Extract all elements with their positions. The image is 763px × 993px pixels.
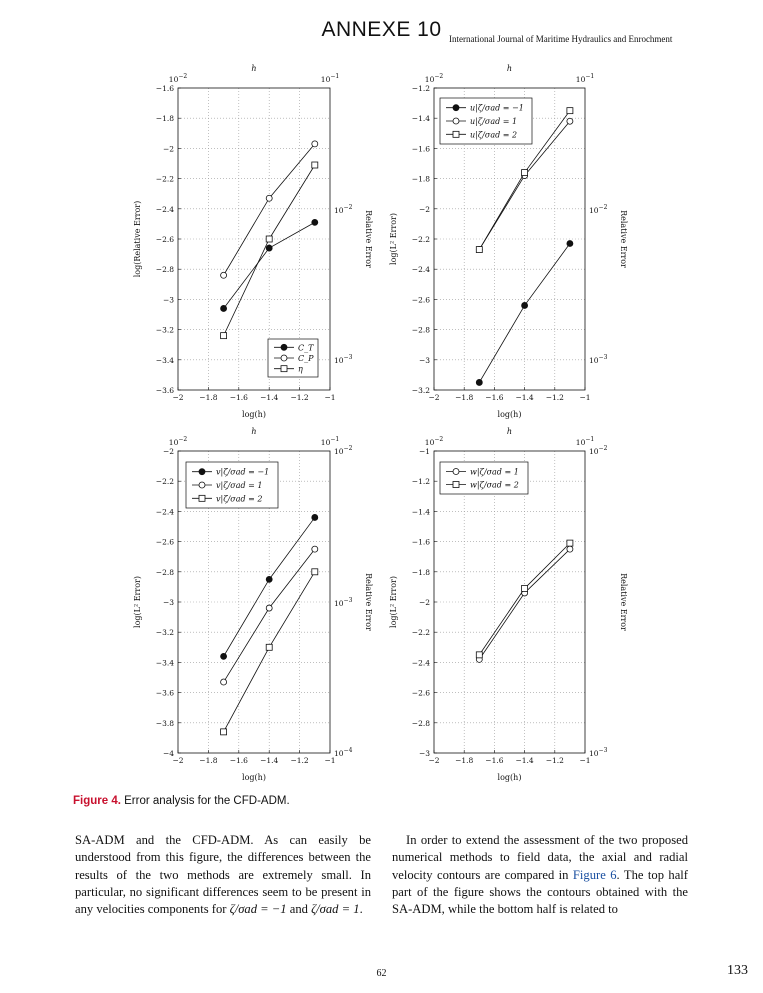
y-tick-label: −2.2 <box>411 235 430 244</box>
series-line <box>224 549 315 682</box>
top-axis-label: h <box>251 427 257 436</box>
top-tick-label: $10^{-2}$ <box>424 73 444 84</box>
data-point <box>567 540 573 546</box>
y-tick-label: −2.2 <box>411 628 430 638</box>
y-tick-label: −3.4 <box>155 355 174 365</box>
left-and: and <box>286 902 312 917</box>
top-tick-label: $10^{-2}$ <box>168 436 188 447</box>
legend-marker <box>199 482 205 488</box>
data-point <box>476 379 482 385</box>
legend-label: v|ζ/σad = 2 <box>216 494 263 504</box>
right-paragraph-b: . The top half part of the figure shows the contours obtained with the SA-ADM, while the bottom half is related to <box>392 867 688 917</box>
top-tick-label: $10^{-2}$ <box>424 436 444 447</box>
legend-marker <box>453 131 459 137</box>
chart-2 <box>389 64 628 419</box>
data-point <box>266 644 272 650</box>
data-point <box>266 195 272 201</box>
legend-marker <box>453 118 459 124</box>
x-tick-label: −1.2 <box>290 756 309 765</box>
figure-caption <box>73 795 290 807</box>
legend-marker <box>281 344 287 350</box>
legend-label: v|ζ/σad = −1 <box>216 467 270 477</box>
data-point <box>522 302 528 308</box>
legend <box>440 98 532 144</box>
y-tick-label: −2.4 <box>411 658 430 668</box>
legend-label: v|ζ/σad = 1 <box>216 481 263 490</box>
y-tick-label: −1.6 <box>155 84 174 93</box>
x-tick-label: −1 <box>579 393 591 402</box>
legend <box>186 462 278 508</box>
right-tick-label: $10^{-2}$ <box>334 445 353 456</box>
data-point <box>221 305 227 311</box>
legend-label: η <box>298 364 303 374</box>
y-tick-label: −2.6 <box>155 537 174 547</box>
x-tick-label: −1.8 <box>455 393 474 402</box>
data-point <box>221 333 227 339</box>
right-axis-label: Relative Error <box>364 210 373 268</box>
left-end: . <box>359 902 363 917</box>
data-point <box>567 241 573 247</box>
left-math-1: ζ/σad = −1 <box>229 902 287 917</box>
y-tick-label: −2.4 <box>411 265 430 275</box>
y-tick-label: −1.2 <box>411 477 430 487</box>
data-point <box>221 653 227 659</box>
right-axis-label: Relative Error <box>619 210 628 268</box>
data-point <box>312 546 318 552</box>
legend-label: u|ζ/σad = 1 <box>470 117 518 126</box>
data-point <box>266 236 272 242</box>
chart-4 <box>389 427 628 782</box>
data-point <box>312 162 318 168</box>
y-tick-label: −2.6 <box>155 235 174 244</box>
legend-marker <box>453 105 459 111</box>
legend-label: w|ζ/σad = 1 <box>470 467 519 477</box>
y-tick-label: −1.4 <box>411 507 430 517</box>
y-tick-label: −3 <box>418 355 430 365</box>
y-tick-label: −1.2 <box>411 84 430 93</box>
left-math-2: ζ/σad = 1 <box>311 902 360 917</box>
y-tick-label: −2.4 <box>155 204 174 214</box>
data-point <box>476 652 482 658</box>
top-tick-label: $10^{-1}$ <box>575 436 595 447</box>
y-tick-label: −1.8 <box>411 567 430 577</box>
figure-caption-label: Figure 4. <box>73 795 121 807</box>
right-tick-label: $10^{-3}$ <box>589 354 608 365</box>
data-point <box>221 679 227 685</box>
journal-name: International Journal of Maritime Hydraulics and Enrochment <box>449 34 673 44</box>
y-tick-label: −3.2 <box>411 386 430 395</box>
legend-label: C_P <box>298 354 314 363</box>
data-point <box>567 108 573 114</box>
y-tick-label: −3.8 <box>155 718 174 728</box>
data-point <box>312 569 318 575</box>
legend-label: C_T <box>298 343 314 353</box>
x-tick-label: −1.8 <box>199 393 218 402</box>
chart-3 <box>133 427 373 782</box>
y-tick-label: −2.6 <box>411 688 430 698</box>
y-tick-label: −1.4 <box>411 114 430 124</box>
x-tick-label: −1.2 <box>545 393 564 402</box>
y-axis-label: log(L² Error) <box>133 576 142 628</box>
legend <box>440 462 528 494</box>
legend-marker <box>281 366 287 372</box>
page-number-right: 133 <box>727 963 748 978</box>
top-tick-label: $10^{-2}$ <box>168 73 188 84</box>
y-tick-label: −2.6 <box>411 295 430 305</box>
chart-1 <box>133 64 373 419</box>
y-tick-label: −3 <box>418 749 430 758</box>
right-tick-label: $10^{-2}$ <box>589 204 608 215</box>
legend-marker <box>453 482 459 488</box>
data-point <box>312 514 318 520</box>
y-tick-label: −1 <box>418 447 430 456</box>
x-tick-label: −1.6 <box>485 393 504 402</box>
x-tick-label: −1.8 <box>199 756 218 765</box>
data-point <box>266 576 272 582</box>
x-tick-label: −1.4 <box>515 393 534 402</box>
legend-label: u|ζ/σad = −1 <box>470 103 524 113</box>
y-tick-label: −2.8 <box>411 718 430 728</box>
data-point <box>522 585 528 591</box>
right-tick-label: $10^{-3}$ <box>589 747 608 758</box>
legend-marker <box>199 469 205 475</box>
x-axis-label: log(h) <box>497 773 522 782</box>
y-axis-label: log(L² Error) <box>389 576 398 628</box>
x-tick-label: −2 <box>172 756 184 765</box>
top-tick-label: $10^{-1}$ <box>320 73 340 84</box>
y-tick-label: −2 <box>418 598 430 607</box>
y-tick-label: −1.8 <box>411 174 430 184</box>
y-tick-label: −3.6 <box>155 386 174 395</box>
top-axis-label: h <box>506 64 513 73</box>
right-tick-label: $10^{-2}$ <box>589 445 608 456</box>
x-tick-label: −1.2 <box>290 393 309 402</box>
x-tick-label: −1.4 <box>515 756 534 765</box>
legend-marker <box>281 355 287 361</box>
y-tick-label: −2.4 <box>155 507 174 517</box>
legend-label: u|ζ/σad = 2 <box>470 130 518 140</box>
legend-marker <box>199 495 205 501</box>
x-axis-label: log(h) <box>497 410 522 419</box>
data-point <box>266 245 272 251</box>
data-point <box>522 170 528 176</box>
top-axis-label: h <box>506 427 513 436</box>
x-tick-label: −2 <box>172 393 184 402</box>
data-point <box>567 546 573 552</box>
y-tick-label: −3.2 <box>155 325 174 335</box>
y-tick-label: −2 <box>162 447 174 456</box>
data-point <box>567 118 573 124</box>
y-tick-label: −4 <box>162 749 174 758</box>
x-tick-label: −1.6 <box>229 393 248 402</box>
right-axis-label: Relative Error <box>364 573 373 631</box>
y-axis-label: log(Relative Error) <box>133 200 142 278</box>
x-tick-label: −1 <box>324 393 336 402</box>
x-tick-label: −1.4 <box>260 756 279 765</box>
data-point <box>221 729 227 735</box>
y-tick-label: −2.2 <box>155 477 174 487</box>
x-axis-label: log(h) <box>242 410 266 419</box>
y-tick-label: −3 <box>162 598 174 607</box>
x-tick-label: −1.8 <box>455 756 474 765</box>
y-tick-label: −1.6 <box>411 144 430 154</box>
y-tick-label: −2.8 <box>155 567 174 577</box>
page-number-center: 62 <box>376 968 387 979</box>
x-tick-label: −1.6 <box>485 756 504 765</box>
y-tick-label: −1.6 <box>411 537 430 547</box>
annex-title: ANNEXE 10 <box>321 18 442 41</box>
x-tick-label: −1.6 <box>229 756 248 765</box>
right-tick-label: $10^{-4}$ <box>334 747 353 758</box>
x-tick-label: −1.4 <box>260 393 279 402</box>
x-tick-label: −2 <box>428 756 440 765</box>
figure-6-link[interactable]: Figure 6 <box>572 867 617 882</box>
right-paragraph-a: In order to extend the assessment of the two proposed numerical methods to field data, the axial and radial velocity contours are compared in <box>392 833 688 882</box>
left-paragraph: SA-ADM and the CFD-ADM. As can easily be understood from this figure, the differences between the results of the two methods are extremely small. In particular, no significant differences seem to be present in any velocities components for <box>75 833 371 917</box>
figure-caption-text: Error analysis for the CFD-ADM. <box>124 795 290 807</box>
x-tick-label: −1 <box>579 756 591 765</box>
y-tick-label: −1.8 <box>155 114 174 124</box>
y-tick-label: −3 <box>162 295 174 305</box>
y-tick-label: −2.8 <box>411 325 430 335</box>
top-axis-label: h <box>251 64 257 73</box>
x-tick-label: −1 <box>324 756 336 765</box>
legend-label: w|ζ/σad = 2 <box>470 480 519 490</box>
y-tick-label: −2 <box>418 204 430 214</box>
right-axis-label: Relative Error <box>619 573 628 631</box>
legend <box>268 339 318 377</box>
data-point <box>312 219 318 225</box>
data-point <box>221 272 227 278</box>
data-point <box>266 605 272 611</box>
right-tick-label: $10^{-3}$ <box>334 354 353 365</box>
top-tick-label: $10^{-1}$ <box>575 73 595 84</box>
y-tick-label: −2.2 <box>155 174 174 184</box>
data-point <box>312 141 318 147</box>
y-tick-label: −2.8 <box>155 265 174 275</box>
x-tick-label: −2 <box>428 393 440 402</box>
right-tick-label: $10^{-2}$ <box>334 204 353 215</box>
x-tick-label: −1.2 <box>545 756 564 765</box>
y-tick-label: −3.6 <box>155 688 174 698</box>
data-point <box>476 247 482 253</box>
y-tick-label: −2 <box>162 144 174 154</box>
top-tick-label: $10^{-1}$ <box>320 436 340 447</box>
body-right-column <box>392 832 688 918</box>
x-axis-label: log(h) <box>242 773 266 782</box>
body-left-column <box>75 832 371 918</box>
legend-marker <box>453 469 459 475</box>
y-tick-label: −3.2 <box>155 628 174 638</box>
right-tick-label: $10^{-3}$ <box>334 597 353 608</box>
y-axis-label: log(L² Error) <box>389 213 398 265</box>
y-tick-label: −3.4 <box>155 658 174 668</box>
